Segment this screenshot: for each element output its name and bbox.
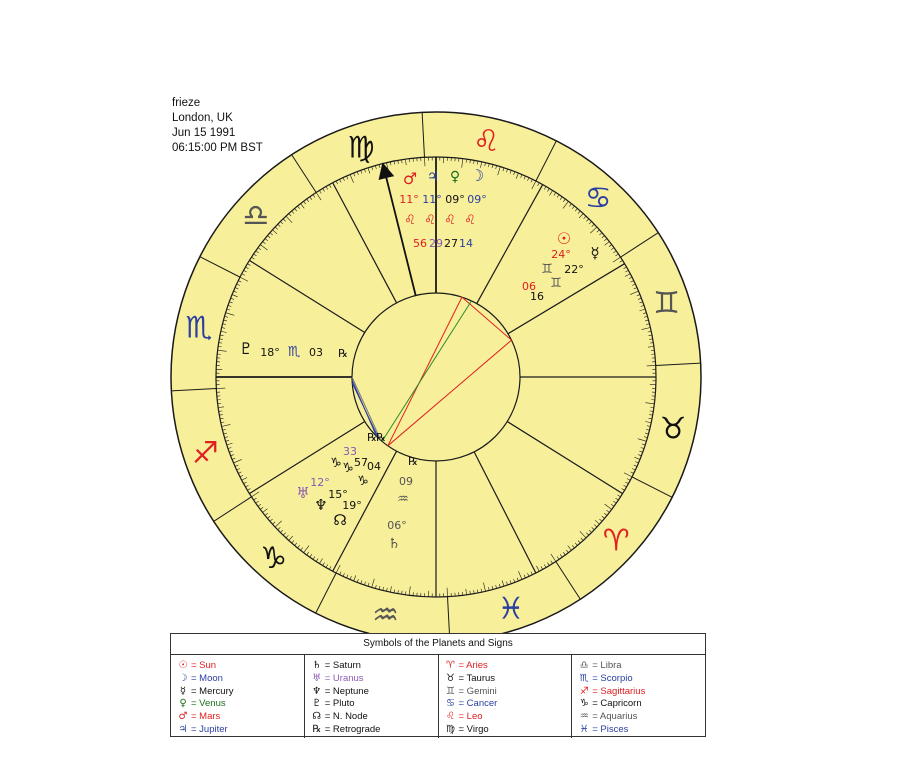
planet-label: 56 [413,237,427,250]
legend-label: = Retrograde [324,723,381,735]
planet-label: ♃ [426,169,440,185]
legend-row [311,686,438,699]
legend-row [177,698,304,711]
legend-symbol-icon: ☽ [178,672,188,684]
planet-label: ♇ [238,339,254,358]
legend-symbol-icon: ♏ [579,672,589,684]
planet-label: ☿ [590,244,600,262]
legend-row [311,711,438,724]
planet-label: ♑ [357,474,369,489]
legend-symbol-icon: ♂ [178,711,188,723]
planet-label: 33 [343,445,357,458]
planet-label: 12° [310,476,330,489]
legend-label: = Libra [592,660,622,671]
planet-label: 19° [342,499,362,512]
legend-row [311,724,438,737]
legend-row [445,660,572,673]
planet-label: 22° [564,263,584,276]
planet-label: 11° [422,193,442,206]
legend-label: = Mars [191,711,221,723]
legend-symbol-icon: ♌ [446,711,455,723]
legend-symbol-icon: ♍ [446,723,455,735]
legend-row [578,673,705,686]
legend-label: = Cancer [458,698,498,710]
planet-label: 57 [354,456,368,469]
planet-label: ♄ [387,536,401,552]
zodiac-sign-glyph-capricorn: ♑ [260,541,288,577]
legend-label: = Saturn [324,660,361,671]
symbol-legend [170,633,706,737]
zodiac-sign-glyph-scorpio: ♏ [185,310,213,346]
legend-label: = Leo [458,711,483,723]
planet-label: 09 [399,475,413,488]
planet-label: ♊ [550,276,562,291]
legend-symbol-icon: ☊ [312,711,322,723]
legend-symbol-icon: ♈ [446,660,455,671]
legend-label: = Capricorn [592,698,642,710]
planet-label: 11° [399,193,419,206]
legend-symbol-icon: ☿ [179,685,187,697]
planet-label: ♏ [287,344,301,360]
legend-symbol-icon: ℞ [312,723,322,735]
legend-label: = Sagittarius [592,685,646,697]
planet-label: 27 [444,237,458,250]
legend-symbol-icon: ♆ [312,685,322,697]
legend-row [177,711,304,724]
legend-row [311,698,438,711]
planet-label: ♌ [444,213,456,228]
legend-label: = Sun [191,660,217,671]
legend-label: = Neptune [324,685,369,697]
legend-symbol-icon: ☉ [178,660,188,671]
legend-row [177,686,304,699]
legend-label: = Taurus [458,672,496,684]
legend-label: = Uranus [324,672,364,684]
planet-label: 09° [445,193,465,206]
planet-label: 06 [522,280,536,293]
zodiac-sign-glyph-aquarius: ♒ [372,598,400,634]
planet-label: ☊ [333,511,347,529]
legend-symbol-icon: ♋ [446,698,455,710]
legend-column [439,655,573,738]
planet-label: ♊ [541,262,553,277]
legend-row [311,673,438,686]
planet-label: ♑ [342,461,354,476]
zodiac-sign-glyph-leo: ♌ [472,123,500,159]
legend-symbol-icon: ♐ [579,685,589,697]
planet-label: 15° [328,488,348,501]
legend-label: = Jupiter [191,723,228,735]
planet-label: 16 [530,290,544,303]
legend-label: = Gemini [458,685,497,697]
legend-row [578,724,705,737]
legend-label: = Scorpio [592,672,633,684]
legend-title: Symbols of the Planets and Signs [171,634,705,655]
legend-row [445,711,572,724]
legend-symbol-icon: ♎ [579,660,589,671]
chart-date: Jun 15 1991 [172,127,236,139]
legend-label: = Pisces [592,723,629,735]
planet-label: ♂ [402,169,418,188]
legend-label: = Venus [191,698,226,710]
planet-label: ℞ [338,347,348,360]
legend-row [311,660,438,673]
planet-label: ℞ [376,431,386,444]
legend-row [578,686,705,699]
legend-row [445,686,572,699]
legend-row [578,660,705,673]
planet-label: ♌ [424,213,436,228]
legend-symbol-icon: ♅ [312,672,322,684]
zodiac-sign-glyph-sagittarius: ♐ [191,435,219,471]
planet-label: ℞ [408,455,418,468]
chart-name: frieze [172,97,201,109]
zodiac-sign-glyph-taurus: ♉ [659,411,687,447]
legend-row [445,673,572,686]
legend-row [177,673,304,686]
legend-row [177,660,304,673]
planet-label: ♆ [314,496,328,514]
planet-label: ♅ [296,484,310,502]
planet-label: ☉ [556,229,572,248]
planet-label: ♌ [404,213,416,228]
legend-row [445,698,572,711]
zodiac-sign-glyph-gemini: ♊ [653,286,681,322]
planet-label: ♀ [449,169,461,185]
planet-label: ℞ [367,431,377,444]
legend-symbol-icon: ♉ [446,672,455,684]
legend-label: = Moon [191,672,223,684]
legend-label: = Pluto [324,698,355,710]
legend-symbol-icon: ♓ [579,723,589,735]
planet-label: 06° [387,519,407,532]
planet-label: ♒ [397,492,409,507]
legend-symbol-icon: ♃ [178,723,188,735]
legend-column [572,655,705,738]
planet-label: 24° [551,248,571,261]
zodiac-sign-glyph-libra: ♎ [242,198,270,234]
planet-label: 18° [260,346,280,359]
legend-row [578,711,705,724]
legend-row [445,724,572,737]
planet-label: 03 [309,346,323,359]
legend-label: = Mercury [191,685,234,697]
planet-label: ♌ [464,213,476,228]
legend-symbol-icon: ♀ [179,698,187,710]
legend-column [171,655,305,738]
planet-label: ☽ [469,166,485,185]
legend-label: = N. Node [324,711,368,723]
planet-label: ♑ [330,456,342,471]
legend-symbol-icon: ♇ [312,698,322,710]
legend-row [177,724,304,737]
legend-label: = Aries [458,660,488,671]
zodiac-sign-glyph-aries: ♈ [602,523,630,559]
legend-label: = Aquarius [592,711,638,723]
legend-label: = Virgo [458,723,489,735]
planet-label: 14 [459,237,473,250]
chart-place: London, UK [172,112,233,124]
planet-label: 29 [429,237,443,250]
legend-symbol-icon: ♒ [579,711,589,723]
zodiac-sign-glyph-pisces: ♓ [497,591,525,627]
zodiac-sign-glyph-virgo: ♍ [347,130,375,166]
legend-symbol-icon: ♊ [446,685,455,697]
legend-column [305,655,439,738]
zodiac-sign-glyph-cancer: ♋ [584,180,612,216]
legend-row [578,698,705,711]
legend-symbol-icon: ♑ [579,698,589,710]
chart-time: 06:15:00 PM BST [172,142,263,154]
legend-symbol-icon: ♄ [312,660,322,671]
planet-label: 09° [467,193,487,206]
planet-label: 04 [367,460,381,473]
